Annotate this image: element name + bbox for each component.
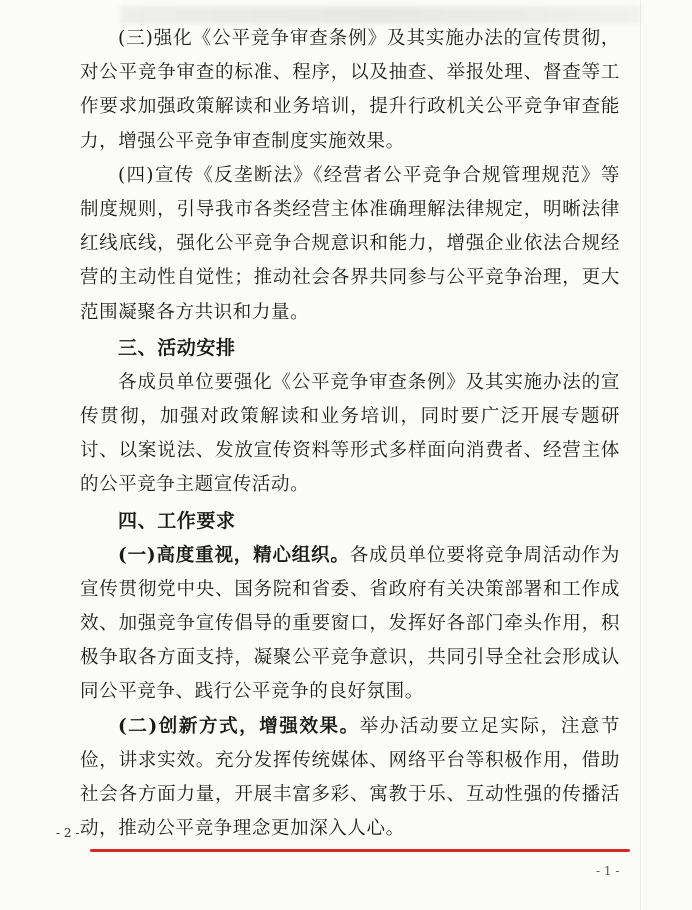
item-2-lead: (二)创新方式，增强效果。 bbox=[118, 715, 360, 737]
section-heading-4: 四、工作要求 bbox=[118, 509, 236, 532]
section-4-item-1 bbox=[80, 539, 620, 710]
item-2-text: 举办活动要立足实际，注意节俭，讲求实效。充分发挥传统媒体、网络平台等积极作用，借助社会各方面力量，开展丰富多彩、寓教于乐、互动性强的传播活动，推动公平竞争理念更加深入人心。 bbox=[80, 715, 620, 840]
item-3-label: (三) bbox=[118, 28, 154, 49]
page-edge bbox=[640, 0, 641, 910]
item-4-text: 宣传《反垄断法》《经营者公平竞争合规管理规范》等制度规则，引导我市各类经营主体准确理解法律规定，明晰法律红线底线，强化公平竞争合规意识和能力，增强企业依法合规经营的主动性自觉性；推动社会各界共同参与公平竞争治理，更大范围凝聚各方共识和力量。 bbox=[80, 164, 620, 323]
paragraph-item-4 bbox=[80, 159, 620, 330]
paragraph-item-3 bbox=[80, 22, 620, 159]
item-1-lead: (一)高度重视，精心组织。 bbox=[118, 544, 350, 566]
section-4-item-2 bbox=[80, 710, 620, 847]
document-body bbox=[80, 22, 620, 846]
red-divider-line bbox=[90, 849, 630, 852]
page-number: - 2 - bbox=[56, 826, 80, 840]
section-heading-3: 三、活动安排 bbox=[118, 336, 236, 359]
item-3-text: 强化《公平竞争审查条例》及其实施办法的宣传贯彻，对公平竞争审查的标准、程序，以及抽查、举报处理、督查等工作要求加强政策解读和业务培训，提升行政机关公平竞争审查能力，增强公平竞争审查制度实施效果。 bbox=[80, 28, 620, 152]
sub-page-number: - 1 - bbox=[596, 864, 620, 878]
item-1-text: 各成员单位要将竞争周活动作为宣传贯彻党中央、国务院和省委、省政府有关决策部署和工作成效、加强竞争宣传倡导的重要窗口，发挥好各部门牵头作用，积极争取各方面支持，凝聚公平竞争意识，共同引导全社会形成认同公平竞争、践行公平竞争的良好氛围。 bbox=[80, 544, 620, 703]
section-3-body: 各成员单位要强化《公平竞争审查条例》及其实施办法的宣传贯彻，加强对政策解读和业务培训，同时要广泛开展专题研讨、以案说法、发放宣传资料等形式多样面向消费者、经营主体的公平竞争主题宣传活动。 bbox=[80, 371, 620, 496]
item-4-label: (四) bbox=[118, 164, 155, 186]
